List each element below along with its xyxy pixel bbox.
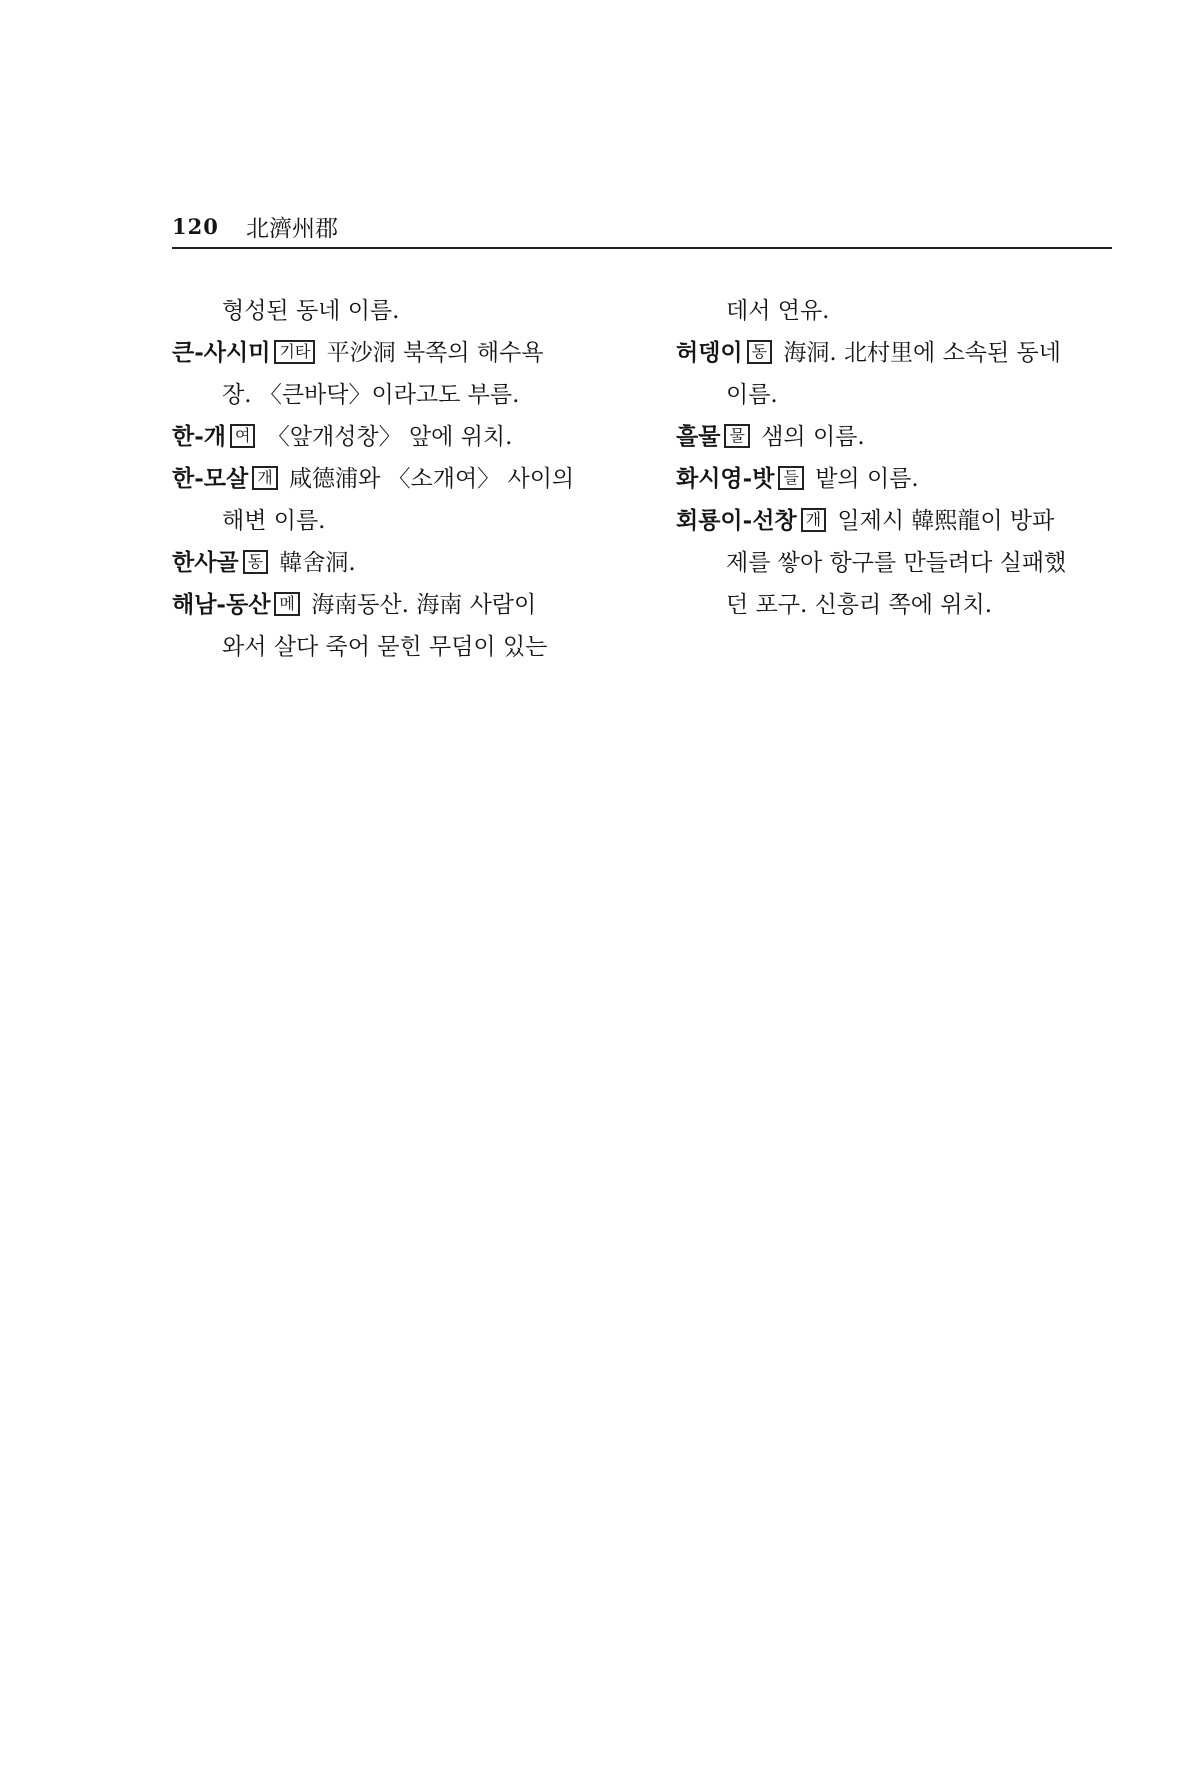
entry-headword: 화시영-밧 — [676, 465, 775, 492]
entry-definition: 咸德浦와 〈소개여〉 사이의 — [281, 466, 575, 492]
glossary-entry — [676, 500, 1116, 626]
entry-definition: 平沙洞 북쪽의 해수욕 — [319, 340, 544, 366]
entry-line — [172, 332, 632, 374]
entry-definition: 데서 연유. — [726, 298, 830, 324]
entry-headword: 한-개 — [172, 423, 226, 450]
entry-line — [172, 584, 632, 626]
category-tag: 메 — [274, 592, 299, 616]
entry-line — [676, 374, 1116, 416]
entry-headword: 한-모살 — [172, 465, 249, 492]
entry-definition: 韓舍洞. — [272, 550, 356, 576]
entry-definition: 와서 살다 죽어 묻힌 무덤이 있는 — [222, 634, 548, 660]
category-tag: 기타 — [274, 340, 315, 364]
category-tag: 개 — [252, 466, 277, 490]
entry-definition: 일제시 韓熙龍이 방파 — [830, 508, 1055, 534]
entry-line — [172, 374, 632, 416]
category-tag: 동 — [747, 340, 772, 364]
right-column — [676, 290, 1116, 626]
entry-definition: 해변 이름. — [222, 508, 326, 534]
glossary-entry — [676, 332, 1116, 416]
entry-line — [172, 626, 632, 668]
glossary-entry — [172, 458, 632, 542]
entry-headword: 허뎅이 — [676, 339, 743, 366]
entry-line — [676, 332, 1116, 374]
entry-definition: 海南동산. 海南 사람이 — [303, 592, 537, 618]
entry-line — [172, 416, 632, 458]
entry-headword: 해남-동산 — [172, 591, 271, 618]
entry-line — [676, 500, 1116, 542]
category-tag: 물 — [724, 424, 749, 448]
entry-line — [172, 542, 632, 584]
entry-definition: 형성된 동네 이름. — [222, 298, 400, 324]
glossary-entry — [172, 416, 632, 458]
entry-definition: 〈앞개성창〉 앞에 위치. — [259, 424, 513, 450]
running-title: 北濟州郡 — [246, 216, 338, 242]
left-column — [172, 290, 632, 668]
entry-headword: 회룡이-선창 — [676, 507, 797, 534]
glossary-entry — [172, 584, 632, 668]
page-number: 120 — [172, 214, 219, 239]
entry-line — [676, 290, 1116, 332]
glossary-entry — [676, 458, 1116, 500]
glossary-entry — [676, 290, 1116, 332]
header-rule — [172, 247, 1112, 249]
entry-definition: 海洞. 北村里에 소속된 동네 — [776, 340, 1061, 366]
entry-line — [172, 290, 632, 332]
entry-definition: 이름. — [726, 382, 778, 408]
glossary-entry — [172, 290, 632, 332]
page-header — [172, 208, 1112, 248]
category-tag: 여 — [230, 424, 255, 448]
entry-headword: 흘물 — [676, 423, 721, 450]
entry-line — [676, 542, 1116, 584]
entry-line — [676, 584, 1116, 626]
glossary-entry — [172, 542, 632, 584]
entry-line — [676, 416, 1116, 458]
entry-definition: 제를 쌓아 항구를 만들려다 실패했 — [726, 550, 1067, 576]
entry-line — [172, 500, 632, 542]
entry-definition: 밭의 이름. — [807, 466, 919, 492]
category-tag: 들 — [778, 466, 803, 490]
entry-definition: 던 포구. 신흥리 쪽에 위치. — [726, 592, 993, 618]
entry-line — [172, 458, 632, 500]
category-tag: 동 — [243, 550, 268, 574]
entry-headword: 한사골 — [172, 549, 239, 576]
entry-definition: 장. 〈큰바닥〉이라고도 부름. — [222, 382, 520, 408]
entry-headword: 큰-사시미 — [172, 339, 271, 366]
glossary-entry — [676, 416, 1116, 458]
category-tag: 개 — [801, 508, 826, 532]
entry-line — [676, 458, 1116, 500]
glossary-entry — [172, 332, 632, 416]
entry-definition: 샘의 이름. — [753, 424, 865, 450]
